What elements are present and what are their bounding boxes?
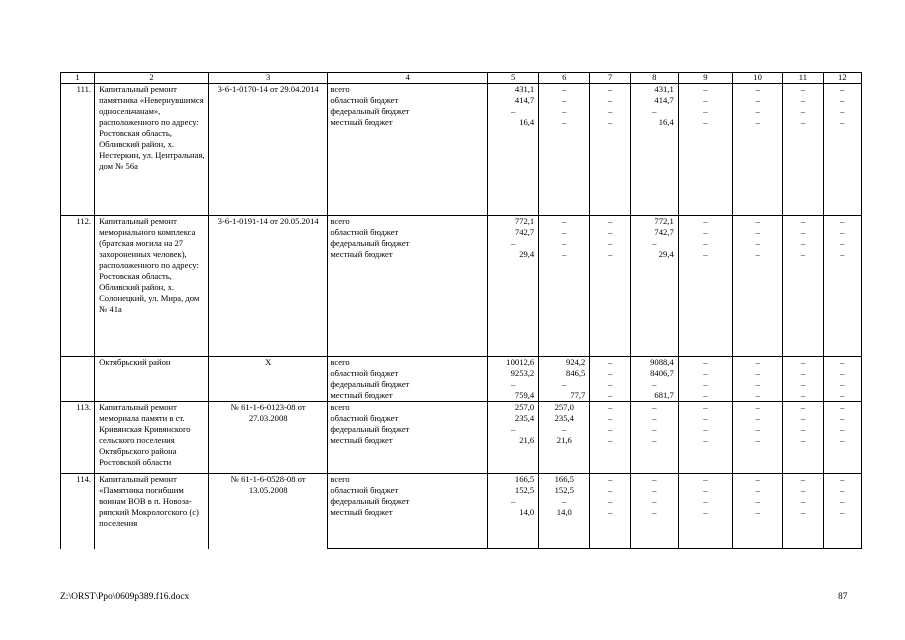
value-cell-6: – xyxy=(539,379,590,390)
value-cell-9: – xyxy=(678,84,732,96)
value-cell-11: – xyxy=(783,435,823,473)
value-cell-11: – xyxy=(783,413,823,424)
value-cell-10: – xyxy=(733,402,783,414)
funding-source-label: федеральный бюджет xyxy=(328,496,488,507)
value-cell-8: 29,4 xyxy=(630,249,678,357)
page-number: 87 xyxy=(838,592,848,602)
value-cell-5: 29,4 xyxy=(488,249,539,357)
table-row xyxy=(61,402,862,414)
value-cell-6: – xyxy=(539,106,590,117)
value-cell-6: – xyxy=(539,238,590,249)
value-cell-9: – xyxy=(678,106,732,117)
value-cell-12: – xyxy=(823,413,861,424)
header-cell: 9 xyxy=(678,73,732,84)
object-name: Октябрьский район xyxy=(95,357,209,402)
value-cell-8: 9088,4 xyxy=(630,357,678,369)
value-cell-7: – xyxy=(590,215,630,227)
funding-source-label: всего xyxy=(328,215,488,227)
value-cell-6: 77,7 xyxy=(539,390,590,402)
funding-source-label: всего xyxy=(328,402,488,414)
row-number: 113. xyxy=(61,402,95,474)
value-cell-9: – xyxy=(678,496,732,507)
value-cell-9: – xyxy=(678,485,732,496)
value-cell-7: – xyxy=(590,485,630,496)
row-number: 112. xyxy=(61,215,95,357)
value-cell-10: – xyxy=(733,473,783,485)
value-cell-12: – xyxy=(823,249,861,357)
header-cell: 5 xyxy=(488,73,539,84)
value-cell-7: – xyxy=(590,249,630,357)
value-cell-5: 772,1 xyxy=(488,215,539,227)
funding-source-label: областной бюджет xyxy=(328,227,488,238)
table-row xyxy=(61,84,862,96)
value-cell-11: – xyxy=(783,473,823,485)
value-cell-8: – xyxy=(630,402,678,414)
table-header-row xyxy=(61,73,862,84)
value-cell-10: – xyxy=(733,507,783,549)
table-row xyxy=(61,473,862,485)
budget-table xyxy=(60,72,862,549)
value-cell-9: – xyxy=(678,238,732,249)
header-cell: 1 xyxy=(61,73,95,84)
value-cell-6: – xyxy=(539,424,590,435)
value-cell-6: 257,0 xyxy=(539,402,590,414)
value-cell-10: – xyxy=(733,227,783,238)
value-cell-7: – xyxy=(590,435,630,473)
value-cell-9: – xyxy=(678,413,732,424)
value-cell-8: – xyxy=(630,238,678,249)
value-cell-9: – xyxy=(678,249,732,357)
value-cell-9: – xyxy=(678,379,732,390)
document-reference: 3-6-1-0191-14 от 20.05.2014 xyxy=(209,215,328,357)
value-cell-6: 235,4 xyxy=(539,413,590,424)
value-cell-6: – xyxy=(539,215,590,227)
table-row xyxy=(61,215,862,227)
header-cell: 7 xyxy=(590,73,630,84)
value-cell-10: – xyxy=(733,379,783,390)
value-cell-8: 742,7 xyxy=(630,227,678,238)
value-cell-7: – xyxy=(590,473,630,485)
value-cell-12: – xyxy=(823,435,861,473)
value-cell-9: – xyxy=(678,227,732,238)
value-cell-8: 431,1 xyxy=(630,84,678,96)
value-cell-10: – xyxy=(733,238,783,249)
value-cell-8: 414,7 xyxy=(630,95,678,106)
value-cell-10: – xyxy=(733,95,783,106)
value-cell-12: – xyxy=(823,390,861,402)
value-cell-12: – xyxy=(823,424,861,435)
value-cell-11: – xyxy=(783,84,823,96)
value-cell-10: – xyxy=(733,413,783,424)
value-cell-5: 166,5 xyxy=(488,473,539,485)
value-cell-5: 152,5 xyxy=(488,485,539,496)
value-cell-10: – xyxy=(733,84,783,96)
value-cell-7: – xyxy=(590,106,630,117)
funding-source-label: местный бюджет xyxy=(328,435,488,473)
value-cell-5: – xyxy=(488,424,539,435)
value-cell-5: 431,1 xyxy=(488,84,539,96)
value-cell-11: – xyxy=(783,390,823,402)
value-cell-10: – xyxy=(733,390,783,402)
value-cell-11: – xyxy=(783,402,823,414)
value-cell-5: – xyxy=(488,106,539,117)
funding-source-label: федеральный бюджет xyxy=(328,238,488,249)
object-name: Капитальный ремонт мемориального комплекса (братская могила на 27 захороненных человек), расположенного по адресу: Ростовская область, Обливский район, х. Солонецкий, ул. Мира, дом № 41а xyxy=(95,215,209,357)
row-number: 111. xyxy=(61,84,95,216)
value-cell-8: 8406,7 xyxy=(630,368,678,379)
value-cell-7: – xyxy=(590,368,630,379)
value-cell-10: – xyxy=(733,496,783,507)
value-cell-9: – xyxy=(678,402,732,414)
value-cell-12: – xyxy=(823,496,861,507)
funding-source-label: местный бюджет xyxy=(328,507,488,549)
object-name: Капитальный ремонт памятника «Невернувшимся односельчанам», расположенного по адресу: Ростовская область, Обливский район, х. Нестеркин, ул. Центральная, дом № 56а xyxy=(95,84,209,216)
value-cell-7: – xyxy=(590,117,630,215)
value-cell-10: – xyxy=(733,435,783,473)
value-cell-7: – xyxy=(590,238,630,249)
value-cell-9: – xyxy=(678,424,732,435)
value-cell-5: 21,6 xyxy=(488,435,539,473)
value-cell-7: – xyxy=(590,507,630,549)
value-cell-5: 14,0 xyxy=(488,507,539,549)
value-cell-11: – xyxy=(783,496,823,507)
value-cell-11: – xyxy=(783,227,823,238)
value-cell-8: – xyxy=(630,507,678,549)
value-cell-7: – xyxy=(590,402,630,414)
funding-source-label: областной бюджет xyxy=(328,413,488,424)
value-cell-6: – xyxy=(539,117,590,215)
value-cell-10: – xyxy=(733,368,783,379)
value-cell-9: – xyxy=(678,507,732,549)
value-cell-9: – xyxy=(678,390,732,402)
header-cell: 10 xyxy=(733,73,783,84)
row-number xyxy=(61,357,95,402)
header-cell: 6 xyxy=(539,73,590,84)
value-cell-11: – xyxy=(783,368,823,379)
value-cell-5: 742,7 xyxy=(488,227,539,238)
value-cell-11: – xyxy=(783,379,823,390)
funding-source-label: всего xyxy=(328,357,488,369)
value-cell-5: 414,7 xyxy=(488,95,539,106)
value-cell-9: – xyxy=(678,435,732,473)
value-cell-12: – xyxy=(823,357,861,369)
value-cell-5: 9253,2 xyxy=(488,368,539,379)
value-cell-7: – xyxy=(590,424,630,435)
value-cell-6: – xyxy=(539,84,590,96)
value-cell-11: – xyxy=(783,106,823,117)
value-cell-8: 681,7 xyxy=(630,390,678,402)
value-cell-9: – xyxy=(678,117,732,215)
value-cell-8: – xyxy=(630,485,678,496)
value-cell-5: 759,4 xyxy=(488,390,539,402)
value-cell-8: – xyxy=(630,473,678,485)
value-cell-5: – xyxy=(488,238,539,249)
value-cell-9: – xyxy=(678,368,732,379)
value-cell-9: – xyxy=(678,95,732,106)
header-cell: 8 xyxy=(630,73,678,84)
object-name: Капитальный ремонт мемориала памяти в ст. Кривянская Кривянского сельского поселения Октябрьского района Ростовской области xyxy=(95,402,209,474)
value-cell-8: – xyxy=(630,106,678,117)
value-cell-12: – xyxy=(823,507,861,549)
value-cell-11: – xyxy=(783,424,823,435)
value-cell-12: – xyxy=(823,368,861,379)
value-cell-8: – xyxy=(630,424,678,435)
value-cell-12: – xyxy=(823,402,861,414)
row-number: 114. xyxy=(61,473,95,549)
header-cell: 11 xyxy=(783,73,823,84)
value-cell-8: – xyxy=(630,379,678,390)
value-cell-11: – xyxy=(783,249,823,357)
value-cell-7: – xyxy=(590,390,630,402)
value-cell-6: 21,6 xyxy=(539,435,590,473)
value-cell-10: – xyxy=(733,117,783,215)
value-cell-9: – xyxy=(678,357,732,369)
value-cell-7: – xyxy=(590,95,630,106)
value-cell-7: – xyxy=(590,496,630,507)
value-cell-10: – xyxy=(733,249,783,357)
value-cell-6: – xyxy=(539,227,590,238)
value-cell-5: – xyxy=(488,379,539,390)
value-cell-11: – xyxy=(783,357,823,369)
value-cell-12: – xyxy=(823,473,861,485)
funding-source-label: областной бюджет xyxy=(328,95,488,106)
funding-source-label: местный бюджет xyxy=(328,117,488,215)
value-cell-6: – xyxy=(539,496,590,507)
value-cell-6: 152,5 xyxy=(539,485,590,496)
header-cell: 4 xyxy=(328,73,488,84)
header-cell: 3 xyxy=(209,73,328,84)
value-cell-11: – xyxy=(783,238,823,249)
value-cell-5: 257,0 xyxy=(488,402,539,414)
value-cell-6: 14,0 xyxy=(539,507,590,549)
value-cell-8: – xyxy=(630,435,678,473)
value-cell-5: 235,4 xyxy=(488,413,539,424)
value-cell-6: 166,5 xyxy=(539,473,590,485)
value-cell-11: – xyxy=(783,507,823,549)
value-cell-7: – xyxy=(590,84,630,96)
object-name: Капитальный ремонт «Памятника погибшим воинам ВОВ в п. Новоза-ряпский Мокрологского (с) поселения xyxy=(95,473,209,549)
footer-file-path: Z:\ORST\Ppo\0609p389.f16.docx xyxy=(60,592,190,602)
funding-source-label: местный бюджет xyxy=(328,249,488,357)
value-cell-9: – xyxy=(678,215,732,227)
header-cell: 2 xyxy=(95,73,209,84)
value-cell-12: – xyxy=(823,379,861,390)
value-cell-8: 16,4 xyxy=(630,117,678,215)
value-cell-5: 16,4 xyxy=(488,117,539,215)
funding-source-label: федеральный бюджет xyxy=(328,379,488,390)
value-cell-8: – xyxy=(630,413,678,424)
value-cell-10: – xyxy=(733,424,783,435)
value-cell-9: – xyxy=(678,473,732,485)
funding-source-label: всего xyxy=(328,473,488,485)
funding-source-label: федеральный бюджет xyxy=(328,424,488,435)
funding-source-label: федеральный бюджет xyxy=(328,106,488,117)
value-cell-10: – xyxy=(733,485,783,496)
funding-source-label: всего xyxy=(328,84,488,96)
header-cell: 12 xyxy=(823,73,861,84)
document-reference: № 61-1-6-0528-08 от 13.05.2008 xyxy=(209,473,328,549)
value-cell-12: – xyxy=(823,106,861,117)
document-reference: Х xyxy=(209,357,328,402)
value-cell-12: – xyxy=(823,227,861,238)
value-cell-10: – xyxy=(733,106,783,117)
funding-source-label: областной бюджет xyxy=(328,368,488,379)
value-cell-12: – xyxy=(823,238,861,249)
table-row xyxy=(61,357,862,369)
value-cell-8: 772,1 xyxy=(630,215,678,227)
value-cell-8: – xyxy=(630,496,678,507)
funding-source-label: местный бюджет xyxy=(328,390,488,402)
value-cell-12: – xyxy=(823,84,861,96)
value-cell-12: – xyxy=(823,117,861,215)
value-cell-7: – xyxy=(590,413,630,424)
value-cell-6: 846,5 xyxy=(539,368,590,379)
value-cell-10: – xyxy=(733,357,783,369)
funding-source-label: областной бюджет xyxy=(328,485,488,496)
value-cell-12: – xyxy=(823,485,861,496)
value-cell-11: – xyxy=(783,95,823,106)
value-cell-6: 924,2 xyxy=(539,357,590,369)
value-cell-11: – xyxy=(783,485,823,496)
value-cell-5: 10012,6 xyxy=(488,357,539,369)
value-cell-10: – xyxy=(733,215,783,227)
value-cell-7: – xyxy=(590,227,630,238)
value-cell-12: – xyxy=(823,95,861,106)
value-cell-7: – xyxy=(590,357,630,369)
value-cell-11: – xyxy=(783,215,823,227)
value-cell-6: – xyxy=(539,249,590,357)
value-cell-7: – xyxy=(590,379,630,390)
document-reference: № 61-1-6-0123-08 от 27.03.2008 xyxy=(209,402,328,474)
value-cell-11: – xyxy=(783,117,823,215)
value-cell-6: – xyxy=(539,95,590,106)
value-cell-5: – xyxy=(488,496,539,507)
document-reference: 3-6-1-0170-14 от 29.04.2014 xyxy=(209,84,328,216)
value-cell-12: – xyxy=(823,215,861,227)
